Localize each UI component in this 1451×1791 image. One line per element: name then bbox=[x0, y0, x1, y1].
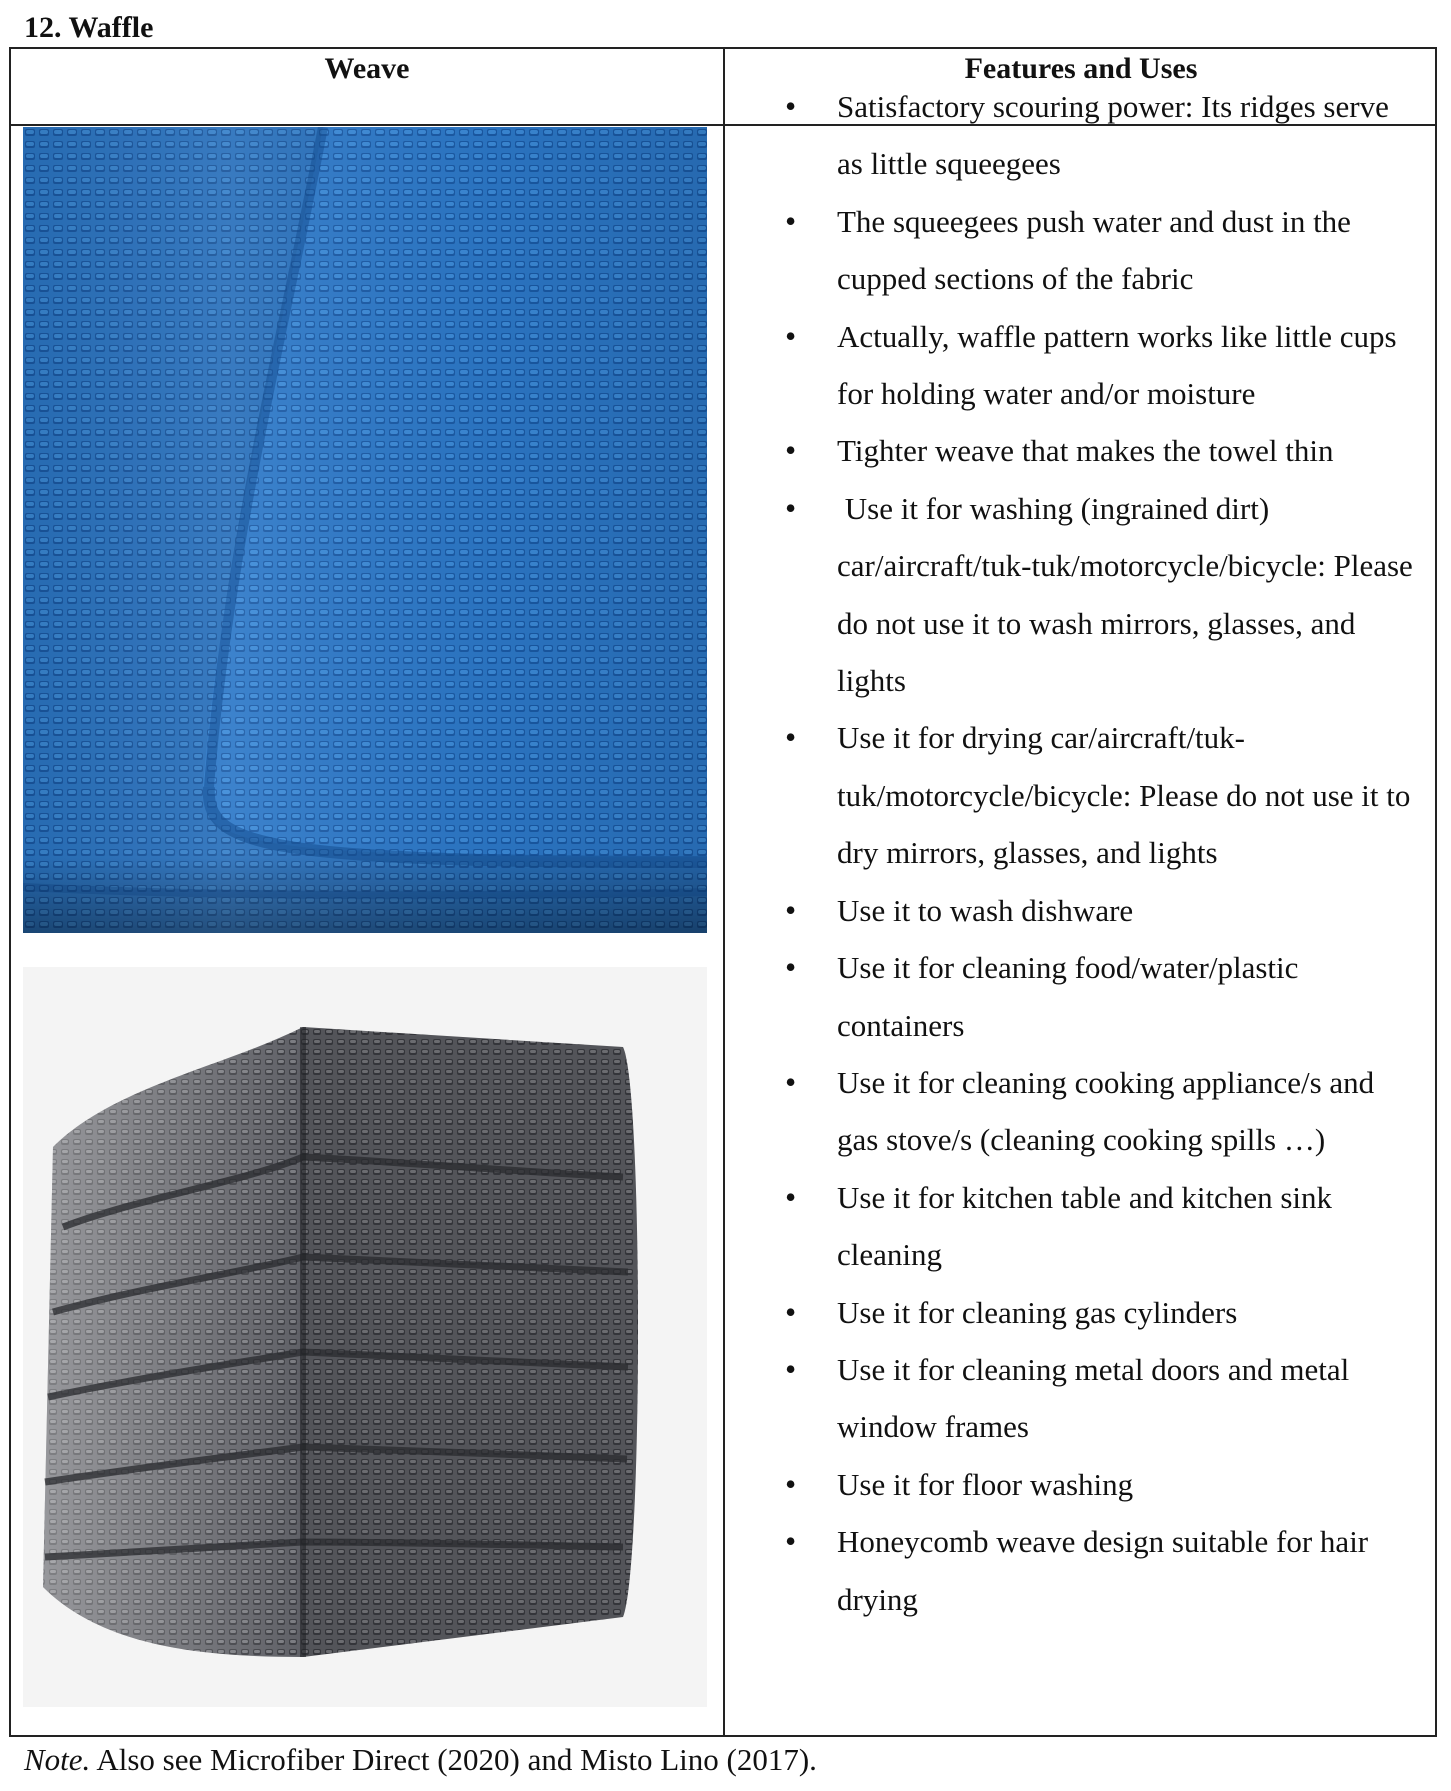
weave-column-header: Weave bbox=[324, 52, 410, 85]
feature-item: • Use it for floor washing bbox=[770, 1456, 1420, 1513]
feature-item: • Use it for cleaning gas cylinders bbox=[770, 1284, 1420, 1341]
note-label: Note. bbox=[24, 1742, 91, 1777]
blue-waffle-towel-image bbox=[23, 127, 707, 933]
feature-item: • Actually, waffle pattern works like little cups for holding water and/or moisture bbox=[770, 308, 1420, 423]
feature-item: • Tighter weave that makes the towel thin bbox=[770, 422, 1420, 479]
feature-item: • Use it to wash dishware bbox=[770, 882, 1420, 939]
features-column-header: Features and Uses bbox=[964, 52, 1198, 85]
table-note bbox=[24, 1738, 817, 1782]
feature-item: • Honeycomb weave design suitable for hair drying bbox=[770, 1513, 1420, 1628]
column-divider bbox=[723, 49, 725, 1735]
feature-item: • Use it for drying car/aircraft/tuk-tuk/motorcycle/bicycle: Please do not use it to dry mirrors, glasses, and lights bbox=[770, 709, 1420, 881]
section-title: 12. Waffle bbox=[24, 11, 154, 44]
feature-item: • Use it for cleaning cooking appliance/s and gas stove/s (cleaning cooking spills …) bbox=[770, 1054, 1420, 1169]
feature-item: • Use it for kitchen table and kitchen sink cleaning bbox=[770, 1169, 1420, 1284]
feature-item: • Use it for washing (ingrained dirt) car/aircraft/tuk-tuk/motorcycle/bicycle: Please do not use it to wash mirrors, glasses, and lights bbox=[770, 480, 1420, 710]
feature-item: • Use it for cleaning food/water/plastic containers bbox=[770, 939, 1420, 1054]
note-text: Also see Microfiber Direct (2020) and Misto Lino (2017). bbox=[90, 1742, 817, 1777]
grey-towel-stack-image bbox=[23, 967, 707, 1707]
feature-item: • Satisfactory scouring power: Its ridges serve as little squeegees bbox=[770, 78, 1420, 193]
features-list bbox=[770, 78, 1420, 1628]
feature-item: • The squeegees push water and dust in the cupped sections of the fabric bbox=[770, 193, 1420, 308]
feature-item: • Use it for cleaning metal doors and metal window frames bbox=[770, 1341, 1420, 1456]
